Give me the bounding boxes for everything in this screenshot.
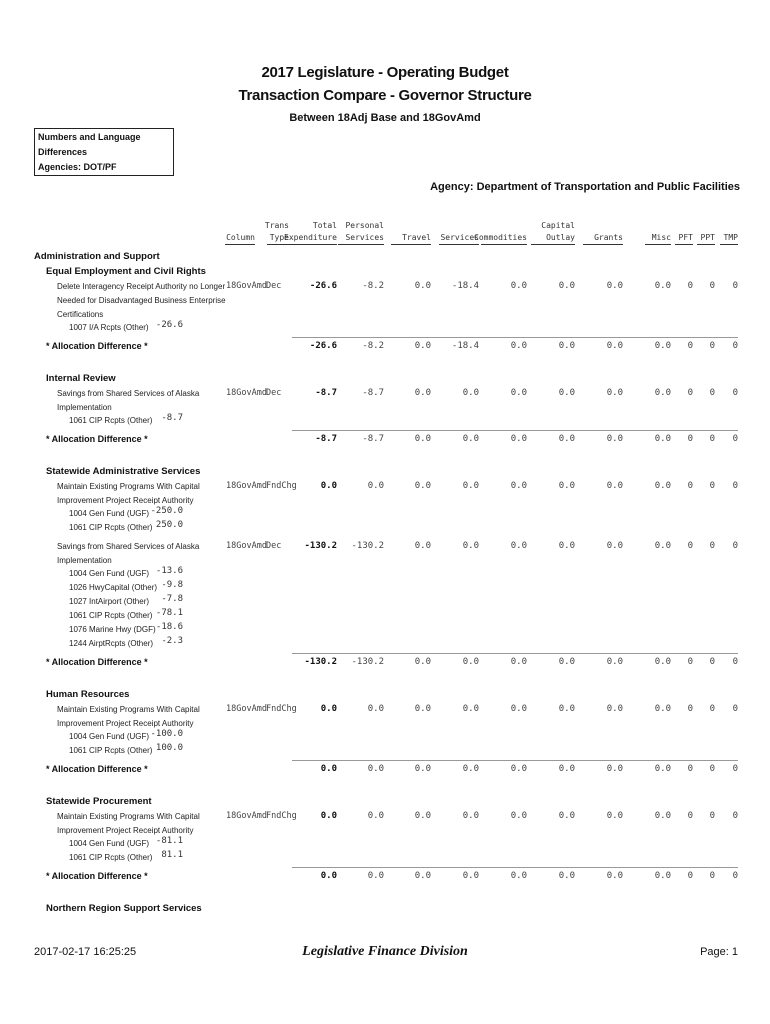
header-underline xyxy=(531,244,575,245)
transaction-description: Improvement Project Receipt Authority xyxy=(57,719,194,728)
transaction-value-tmp: 0 xyxy=(732,811,738,821)
allocation-total-capital: 0.0 xyxy=(558,871,575,881)
allocation-total-travel: 0.0 xyxy=(414,434,431,444)
header-services: Services xyxy=(440,233,479,242)
footer-division: Legislative Finance Division xyxy=(302,944,468,959)
transaction-description: Maintain Existing Programs With Capital xyxy=(57,705,200,714)
transaction-column: 18GovAmd xyxy=(226,388,267,398)
fund-amount: 100.0 xyxy=(155,743,183,753)
fund-amount: -7.8 xyxy=(161,594,183,604)
transaction-value-total: -26.6 xyxy=(309,281,337,291)
allocation-total-misc: 0.0 xyxy=(654,764,671,774)
transaction-value-ppt: 0 xyxy=(709,811,715,821)
report-subtitle: Transaction Compare - Governor Structure xyxy=(238,87,532,104)
transaction-column: 18GovAmd xyxy=(226,281,267,291)
allocation-total-personal: -8.7 xyxy=(362,434,384,444)
transaction-value-grants: 0.0 xyxy=(606,481,623,491)
allocation-total-commodities: 0.0 xyxy=(510,434,527,444)
header-total-line1: Total xyxy=(312,221,337,230)
transaction-value-grants: 0.0 xyxy=(606,541,623,551)
allocation-total-services: 0.0 xyxy=(462,871,479,881)
allocation-total-tmp: 0 xyxy=(732,657,738,667)
transaction-value-capital: 0.0 xyxy=(558,388,575,398)
header-underline xyxy=(267,244,289,245)
allocation-total-grants: 0.0 xyxy=(606,657,623,667)
transaction-value-misc: 0.0 xyxy=(654,541,671,551)
transaction-description: Implementation xyxy=(57,403,112,412)
fund-amount: 81.1 xyxy=(161,850,183,860)
allocation-difference-label: * Allocation Difference * xyxy=(46,657,148,667)
transaction-value-personal: 0.0 xyxy=(367,811,384,821)
transaction-value-services: 0.0 xyxy=(462,704,479,714)
transaction-value-services: 0.0 xyxy=(462,388,479,398)
transaction-value-pft: 0 xyxy=(687,481,693,491)
transaction-value-personal: -130.2 xyxy=(351,541,384,551)
transaction-value-commodities: 0.0 xyxy=(510,388,527,398)
header-grants: Grants xyxy=(594,233,623,242)
section-title: Internal Review xyxy=(46,373,116,384)
transaction-description: Maintain Existing Programs With Capital xyxy=(57,812,200,821)
transaction-value-total: 0.0 xyxy=(320,481,337,491)
transaction-value-total: 0.0 xyxy=(320,704,337,714)
transaction-column: 18GovAmd xyxy=(226,811,267,821)
transaction-value-ppt: 0 xyxy=(709,481,715,491)
allocation-total-capital: 0.0 xyxy=(558,434,575,444)
transaction-value-services: -18.4 xyxy=(451,281,479,291)
allocation-total-services: 0.0 xyxy=(462,434,479,444)
transaction-value-total: 0.0 xyxy=(320,811,337,821)
subtotal-rule xyxy=(292,430,738,431)
allocation-total-personal: 0.0 xyxy=(367,871,384,881)
allocation-total-travel: 0.0 xyxy=(414,657,431,667)
fund-source: 1027 IntAirport (Other) xyxy=(69,597,150,606)
header-capital-line1: Capital xyxy=(541,221,575,230)
header-misc: Misc xyxy=(651,233,671,242)
header-tmp: TMP xyxy=(723,233,738,242)
transaction-type: Dec xyxy=(266,281,282,291)
header-underline xyxy=(391,244,431,245)
section-title: Statewide Procurement xyxy=(46,796,152,807)
allocation-total-pft: 0 xyxy=(687,657,693,667)
transaction-value-capital: 0.0 xyxy=(558,704,575,714)
header-underline xyxy=(338,244,384,245)
transaction-value-personal: -8.7 xyxy=(362,388,384,398)
transaction-value-misc: 0.0 xyxy=(654,704,671,714)
transaction-value-personal: 0.0 xyxy=(367,481,384,491)
header-ppt: PPT xyxy=(700,233,715,242)
agency-title: Agency: Department of Transportation and Public Facilities xyxy=(430,181,740,193)
header-personal-line1: Personal xyxy=(345,221,384,230)
transaction-value-ppt: 0 xyxy=(709,541,715,551)
header-personal-line2: Services xyxy=(345,233,384,242)
allocation-total-total: 0.0 xyxy=(320,871,337,881)
transaction-value-commodities: 0.0 xyxy=(510,704,527,714)
fund-source: 1061 CIP Rcpts (Other) xyxy=(69,611,153,620)
filter-box xyxy=(34,128,174,176)
transaction-value-misc: 0.0 xyxy=(654,811,671,821)
fund-amount: -250.0 xyxy=(150,506,183,516)
header-commodities: Commodities xyxy=(474,233,527,242)
allocation-total-personal: -8.2 xyxy=(362,341,384,351)
transaction-value-misc: 0.0 xyxy=(654,481,671,491)
subtotal-rule xyxy=(292,760,738,761)
appropriation-title: Administration and Support xyxy=(34,251,160,262)
header-travel: Travel xyxy=(402,233,431,242)
fund-source: 1061 CIP Rcpts (Other) xyxy=(69,416,153,425)
fund-amount: -2.3 xyxy=(161,636,183,646)
allocation-total-personal: -130.2 xyxy=(351,657,384,667)
transaction-description: Improvement Project Receipt Authority xyxy=(57,496,194,505)
allocation-total-services: 0.0 xyxy=(462,657,479,667)
transaction-description: Needed for Disadvantaged Business Enterprise xyxy=(57,296,226,305)
transaction-value-personal: -8.2 xyxy=(362,281,384,291)
page-number: Page: 1 xyxy=(700,946,738,958)
transaction-type: FndChg xyxy=(266,811,297,821)
transaction-value-capital: 0.0 xyxy=(558,281,575,291)
transaction-value-capital: 0.0 xyxy=(558,481,575,491)
transaction-value-grants: 0.0 xyxy=(606,281,623,291)
transaction-value-travel: 0.0 xyxy=(414,388,431,398)
allocation-total-grants: 0.0 xyxy=(606,871,623,881)
allocation-total-ppt: 0 xyxy=(709,434,715,444)
header-pft: PFT xyxy=(678,233,693,242)
transaction-value-travel: 0.0 xyxy=(414,704,431,714)
fund-source: 1004 Gen Fund (UGF) xyxy=(69,839,150,848)
fund-source: 1004 Gen Fund (UGF) xyxy=(69,569,150,578)
transaction-value-tmp: 0 xyxy=(732,481,738,491)
allocation-total-grants: 0.0 xyxy=(606,434,623,444)
allocation-total-tmp: 0 xyxy=(732,871,738,881)
header-trans: Trans xyxy=(264,221,289,230)
allocation-total-services: -18.4 xyxy=(451,341,479,351)
allocation-total-services: 0.0 xyxy=(462,764,479,774)
transaction-type: Dec xyxy=(266,541,282,551)
section-title: Equal Employment and Civil Rights xyxy=(46,266,206,277)
transaction-value-pft: 0 xyxy=(687,704,693,714)
transaction-value-travel: 0.0 xyxy=(414,541,431,551)
fund-source: 1061 CIP Rcpts (Other) xyxy=(69,853,153,862)
footer-timestamp: 2017-02-17 16:25:25 xyxy=(34,946,137,958)
transaction-description: Certifications xyxy=(57,310,104,319)
transaction-description: Maintain Existing Programs With Capital xyxy=(57,482,200,491)
allocation-total-ppt: 0 xyxy=(709,341,715,351)
subtotal-rule xyxy=(292,337,738,338)
allocation-total-tmp: 0 xyxy=(732,434,738,444)
allocation-difference-label: * Allocation Difference * xyxy=(46,341,148,351)
allocation-total-pft: 0 xyxy=(687,871,693,881)
allocation-total-misc: 0.0 xyxy=(654,871,671,881)
section-title: Human Resources xyxy=(46,689,130,700)
transaction-type: FndChg xyxy=(266,481,297,491)
fund-amount: -8.7 xyxy=(161,413,183,423)
transaction-value-grants: 0.0 xyxy=(606,811,623,821)
header-underline xyxy=(289,244,337,245)
allocation-total-grants: 0.0 xyxy=(606,764,623,774)
fund-amount: -81.1 xyxy=(155,836,183,846)
fund-amount: -13.6 xyxy=(155,566,183,576)
transaction-column: 18GovAmd xyxy=(226,481,267,491)
fund-amount: -26.6 xyxy=(155,320,183,330)
fund-source: 1244 AirptRcpts (Other) xyxy=(69,639,154,648)
transaction-description: Delete Interagency Receipt Authority no Longer xyxy=(57,282,226,291)
fund-source: 1007 I/A Rcpts (Other) xyxy=(69,323,149,332)
transaction-value-travel: 0.0 xyxy=(414,481,431,491)
allocation-total-total: -8.7 xyxy=(315,434,337,444)
filter-line: Agencies: DOT/PF xyxy=(38,162,117,172)
transaction-value-commodities: 0.0 xyxy=(510,541,527,551)
allocation-total-commodities: 0.0 xyxy=(510,341,527,351)
allocation-difference-label: * Allocation Difference * xyxy=(46,434,148,444)
allocation-total-capital: 0.0 xyxy=(558,657,575,667)
transaction-value-pft: 0 xyxy=(687,281,693,291)
allocation-total-travel: 0.0 xyxy=(414,871,431,881)
allocation-total-travel: 0.0 xyxy=(414,764,431,774)
transaction-value-services: 0.0 xyxy=(462,541,479,551)
transaction-description: Implementation xyxy=(57,556,112,565)
header-type: Type xyxy=(269,233,289,242)
fund-source: 1026 HwyCapital (Other) xyxy=(69,583,158,592)
header-total-line2: Expenditure xyxy=(284,233,337,242)
header-underline xyxy=(720,244,738,245)
transaction-value-misc: 0.0 xyxy=(654,281,671,291)
header-underline xyxy=(225,244,255,245)
transaction-description: Improvement Project Receipt Authority xyxy=(57,826,194,835)
fund-amount: -100.0 xyxy=(150,729,183,739)
transaction-value-commodities: 0.0 xyxy=(510,481,527,491)
allocation-total-total: 0.0 xyxy=(320,764,337,774)
next-section-title: Northern Region Support Services xyxy=(46,903,202,914)
transaction-value-misc: 0.0 xyxy=(654,388,671,398)
transaction-value-grants: 0.0 xyxy=(606,388,623,398)
allocation-total-pft: 0 xyxy=(687,434,693,444)
transaction-value-personal: 0.0 xyxy=(367,704,384,714)
transaction-value-capital: 0.0 xyxy=(558,811,575,821)
report-comparison: Between 18Adj Base and 18GovAmd xyxy=(289,112,481,124)
transaction-value-pft: 0 xyxy=(687,388,693,398)
transaction-value-grants: 0.0 xyxy=(606,704,623,714)
allocation-total-pft: 0 xyxy=(687,341,693,351)
allocation-total-misc: 0.0 xyxy=(654,434,671,444)
transaction-value-total: -130.2 xyxy=(304,541,337,551)
transaction-value-pft: 0 xyxy=(687,811,693,821)
transaction-description: Savings from Shared Services of Alaska xyxy=(57,389,200,398)
transaction-value-travel: 0.0 xyxy=(414,811,431,821)
filter-line: Differences xyxy=(38,147,88,157)
transaction-value-tmp: 0 xyxy=(732,541,738,551)
transaction-value-pft: 0 xyxy=(687,541,693,551)
fund-source: 1061 CIP Rcpts (Other) xyxy=(69,523,153,532)
allocation-total-ppt: 0 xyxy=(709,657,715,667)
header-underline xyxy=(481,244,527,245)
transaction-value-services: 0.0 xyxy=(462,481,479,491)
fund-source: 1004 Gen Fund (UGF) xyxy=(69,732,150,741)
header-underline xyxy=(645,244,671,245)
allocation-total-capital: 0.0 xyxy=(558,341,575,351)
transaction-column: 18GovAmd xyxy=(226,541,267,551)
allocation-total-commodities: 0.0 xyxy=(510,657,527,667)
allocation-total-travel: 0.0 xyxy=(414,341,431,351)
allocation-total-ppt: 0 xyxy=(709,764,715,774)
allocation-total-ppt: 0 xyxy=(709,871,715,881)
fund-source: 1004 Gen Fund (UGF) xyxy=(69,509,150,518)
transaction-type: FndChg xyxy=(266,704,297,714)
allocation-total-total: -26.6 xyxy=(309,341,337,351)
transaction-description: Savings from Shared Services of Alaska xyxy=(57,542,200,551)
transaction-type: Dec xyxy=(266,388,282,398)
allocation-total-pft: 0 xyxy=(687,764,693,774)
transaction-value-ppt: 0 xyxy=(709,704,715,714)
header-underline xyxy=(675,244,693,245)
transaction-value-commodities: 0.0 xyxy=(510,811,527,821)
transaction-value-tmp: 0 xyxy=(732,388,738,398)
header-underline xyxy=(583,244,623,245)
subtotal-rule xyxy=(292,653,738,654)
header-column: Column xyxy=(226,233,255,242)
fund-source: 1076 Marine Hwy (DGF) xyxy=(69,625,156,634)
allocation-total-commodities: 0.0 xyxy=(510,871,527,881)
transaction-value-commodities: 0.0 xyxy=(510,281,527,291)
transaction-value-ppt: 0 xyxy=(709,281,715,291)
fund-amount: 250.0 xyxy=(155,520,183,530)
transaction-value-services: 0.0 xyxy=(462,811,479,821)
transaction-value-tmp: 0 xyxy=(732,704,738,714)
transaction-value-tmp: 0 xyxy=(732,281,738,291)
transaction-value-capital: 0.0 xyxy=(558,541,575,551)
subtotal-rule xyxy=(292,867,738,868)
filter-line: Numbers and Language xyxy=(38,132,141,142)
allocation-total-grants: 0.0 xyxy=(606,341,623,351)
allocation-total-tmp: 0 xyxy=(732,341,738,351)
transaction-value-ppt: 0 xyxy=(709,388,715,398)
fund-amount: -9.8 xyxy=(161,580,183,590)
transaction-value-travel: 0.0 xyxy=(414,281,431,291)
allocation-total-personal: 0.0 xyxy=(367,764,384,774)
allocation-difference-label: * Allocation Difference * xyxy=(46,871,148,881)
allocation-total-capital: 0.0 xyxy=(558,764,575,774)
allocation-total-total: -130.2 xyxy=(304,657,337,667)
transaction-column: 18GovAmd xyxy=(226,704,267,714)
header-capital-line2: Outlay xyxy=(546,233,575,242)
fund-source: 1061 CIP Rcpts (Other) xyxy=(69,746,153,755)
section-title: Statewide Administrative Services xyxy=(46,466,201,477)
allocation-total-misc: 0.0 xyxy=(654,657,671,667)
fund-amount: -18.6 xyxy=(155,622,183,632)
allocation-difference-label: * Allocation Difference * xyxy=(46,764,148,774)
allocation-total-tmp: 0 xyxy=(732,764,738,774)
report-title: 2017 Legislature - Operating Budget xyxy=(261,64,509,81)
allocation-total-misc: 0.0 xyxy=(654,341,671,351)
allocation-total-commodities: 0.0 xyxy=(510,764,527,774)
fund-amount: -78.1 xyxy=(155,608,183,618)
header-underline xyxy=(439,244,479,245)
transaction-value-total: -8.7 xyxy=(315,388,337,398)
header-underline xyxy=(697,244,715,245)
